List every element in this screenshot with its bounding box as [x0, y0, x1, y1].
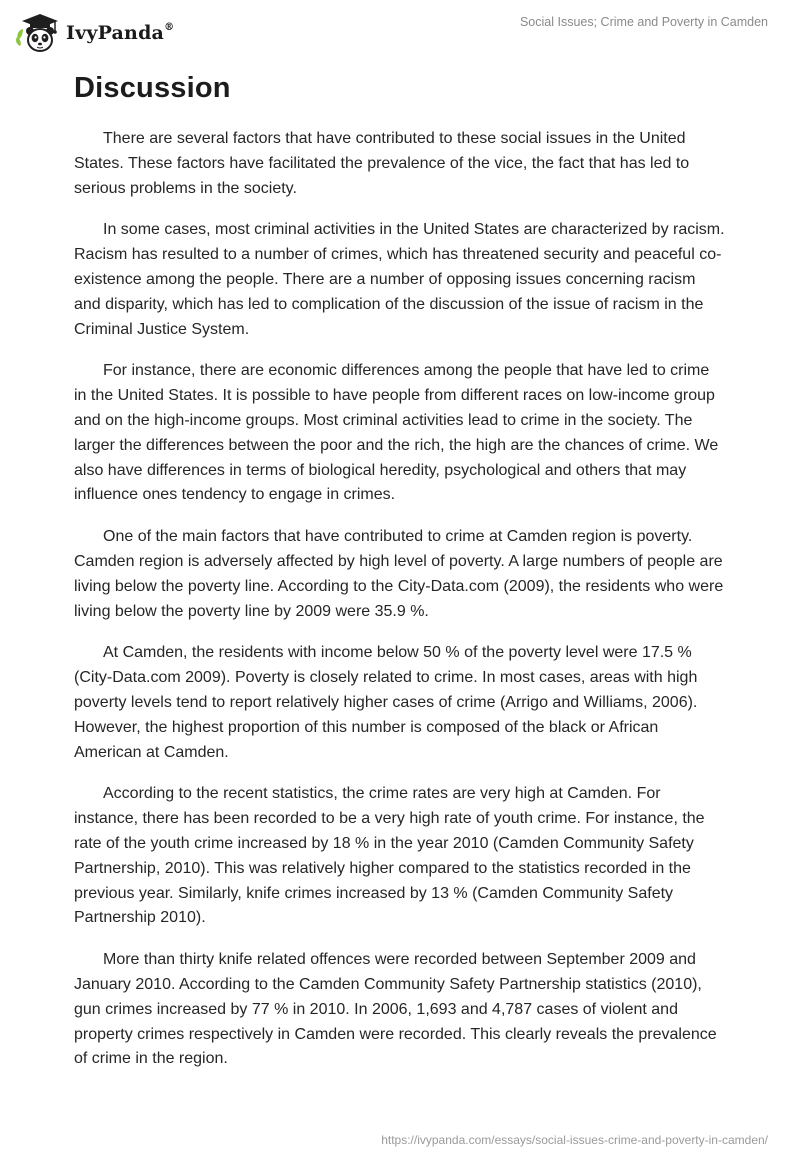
- document-title: Social Issues; Crime and Poverty in Camden: [519, 15, 768, 29]
- paragraph: For instance, there are economic differences among the people that have led to crime in the United States. It is possible to have people from different races on low-income group and on the high-income groups. Most criminal activities lead to crime in the society. The larger the differences between the poor and the rich, the high are the chances of crime. We also have differences in terms of biological heredity, psychological and others that may influence ones tendency to engage in crimes.: [74, 362, 719, 504]
- section-heading: Discussion: [74, 72, 231, 104]
- paragraph: At Camden, the residents with income below 50 % of the poverty level were 17.5 % (City-Data.com 2009). Poverty is closely related to crime. In most cases, areas with high poverty levels tend to report relatively higher cases of crime (Arrigo and Williams, 2006). However, the highest proportion of this number is composed of the black or African American at Camden.: [74, 644, 698, 761]
- paragraph: There are several factors that have contributed to these social issues in the United States. These factors have facilitated the prevalence of the vice, the fact that has led to serious problems in the society.: [74, 130, 690, 197]
- ivypanda-logo[interactable]: [14, 8, 174, 58]
- page-header: [0, 0, 800, 60]
- paragraph: One of the main factors that have contributed to crime at Camden region is poverty. Camden region is adversely affected by high level of poverty. A large numbers of people are living below the poverty line. According to the City-Data.com (2009), the residents who were living below the poverty line by 2009 were 35.9 %.: [74, 528, 724, 620]
- paragraph: According to the recent statistics, the crime rates are very high at Camden. For instance, there has been recorded to be a very high rate of youth crime. For instance, the rate of the youth crime increased by 18 % in the year 2010 (Camden Community Safety Partnership, 2010). This was relatively higher compared to the statistics recorded in the previous year. Similarly, knife crimes increased by 13 % (Camden Community Safety Partnership 2010).: [74, 785, 705, 927]
- source-url[interactable]: https://ivypanda.com/essays/social-issues-crime-and-poverty-in-camden/: [381, 1133, 768, 1147]
- panda-graduation-cap-icon: [14, 10, 60, 56]
- paragraph: In some cases, most criminal activities in the United States are characterized by racism. Racism has resulted to a number of crimes, which has threatened security and peaceful co-existence among the people. There are a number of opposing issues concerning racism and disparity, which has led to complication of the discussion of the issue of racism in the Criminal Justice System.: [74, 221, 725, 338]
- registered-mark: ®: [164, 21, 175, 33]
- brand-name: IvyPanda®: [66, 21, 175, 44]
- essay-content: [74, 72, 726, 1089]
- paragraph: More than thirty knife related offences were recorded between September 2009 and January 2010. According to the Camden Community Safety Partnership statistics (2010), gun crimes increased by 77 % in 2010. In 2006, 1,693 and 4,787 cases of violent and property crimes respectively in Camden were recorded. This clearly reveals the prevalence of crime in the region.: [74, 951, 717, 1068]
